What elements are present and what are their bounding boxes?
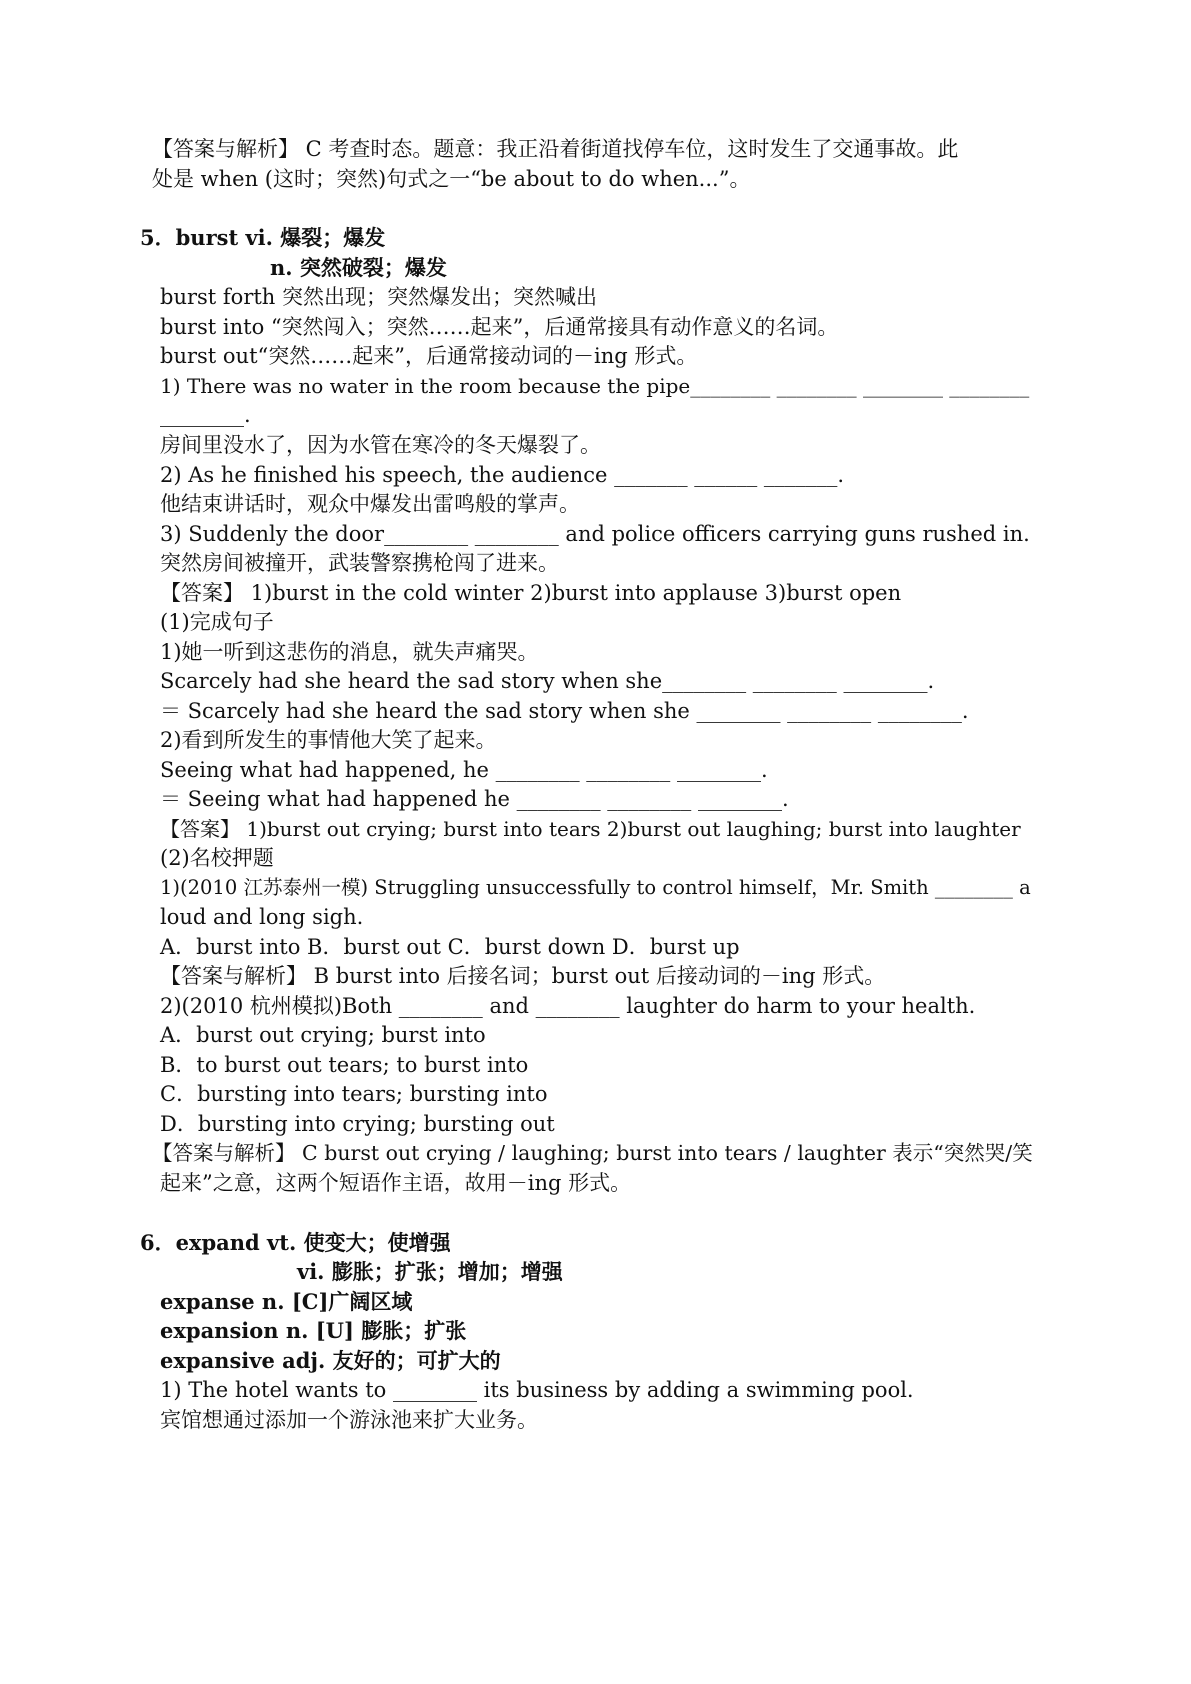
- section-title-complete-sentences: (1)完成句子: [160, 610, 274, 634]
- entry-subheading-burst-noun: n. 突然破裂；爆发: [270, 255, 447, 280]
- derivative-expansive: expansive adj. 友好的；可扩大的: [160, 1348, 501, 1373]
- expand-exercise-1-translation: 宾馆想通过添加一个游泳池来扩大业务。: [160, 1408, 538, 1432]
- usage-burst-out: burst out“突然……起来”，后通常接动词的－ing 形式。: [160, 344, 698, 368]
- question-2: 2)(2010 杭州模拟)Both ________ and ________ laughter do harm to your health.: [160, 994, 976, 1018]
- sentence-1-version-a: Scarcely had she heard the sad story when she________ ________ ________.: [160, 669, 935, 693]
- usage-burst-into: burst into “突然闯入；突然……起来”，后通常接具有动作意义的名词。: [160, 315, 839, 339]
- sentence-2-chinese: 2)看到所发生的事情他大笑了起来。: [160, 728, 497, 752]
- exercise-1-line-1: 1) There was no water in the room because the pipe________ ________ ________ ________: [160, 374, 1030, 398]
- prev-answer-line-1: 【答案与解析】 C 考查时态。题意：我正沿着街道找停车位，这时发生了交通事故。此: [152, 137, 959, 161]
- exercise-3: 3) Suddenly the door________ ________ and police officers carrying guns rushed in.: [160, 522, 1030, 546]
- sentence-1-chinese: 1)她一听到这悲伤的消息，就失声痛哭。: [160, 640, 539, 664]
- question-2-option-a: A．burst out crying; burst into: [160, 1023, 486, 1047]
- entry-heading-expand: 6．expand vt. 使变大；使增强: [140, 1230, 451, 1255]
- exercise-1-line-2: ________.: [160, 403, 251, 427]
- question-1-line-1: 1)(2010 江苏泰州一模) Struggling unsuccessfully to control himself，Mr. Smith ________ a: [160, 876, 1031, 899]
- derivative-expanse: expanse n. [C]广阔区域: [160, 1289, 413, 1314]
- exercise-2-translation: 他结束讲话时，观众中爆发出雷鸣般的掌声。: [160, 492, 580, 516]
- sentence-2-version-a: Seeing what had happened, he ________ ________ ________.: [160, 758, 768, 782]
- exercise-2: 2) As he finished his speech, the audience _______ ______ _______.: [160, 463, 845, 487]
- answer-complete-sentences: 【答案】 1)burst out crying; burst into tears 2)burst out laughing; burst into laughter: [160, 817, 1021, 841]
- question-2-answer-line-2: 起来”之意，这两个短语作主语，故用－ing 形式。: [160, 1171, 632, 1195]
- question-2-option-c: C．bursting into tears; bursting into: [160, 1082, 548, 1106]
- expand-exercise-1: 1) The hotel wants to ________ its business by adding a swimming pool.: [160, 1378, 914, 1402]
- question-1-options: A．burst into B．burst out C．burst down D．burst up: [160, 935, 740, 959]
- question-1-line-2: loud and long sigh.: [160, 905, 364, 929]
- answer-exercises-1-3: 【答案】 1)burst in the cold winter 2)burst into applause 3)burst open: [160, 581, 902, 605]
- exercise-3-translation: 突然房间被撞开，武装警察携枪闯了进来。: [160, 551, 559, 575]
- exercise-1-translation: 房间里没水了，因为水管在寒冷的冬天爆裂了。: [160, 433, 601, 457]
- derivative-expansion: expansion n. [U] 膨胀；扩张: [160, 1318, 467, 1343]
- entry-subheading-expand-vi: vi. 膨胀；扩张；增加；增强: [297, 1259, 563, 1284]
- prev-answer-line-2: 处是 when (这时；突然)句式之一“be about to do when...”。: [152, 167, 751, 191]
- usage-burst-forth: burst forth 突然出现；突然爆发出；突然喊出: [160, 285, 597, 309]
- section-title-school-questions: (2)名校押题: [160, 846, 274, 870]
- question-1-answer: 【答案与解析】 B burst into 后接名词；burst out 后接动词的－ing 形式。: [160, 964, 886, 988]
- question-2-answer-line-1: 【答案与解析】 C burst out crying / laughing; burst into tears / laughter 表示“突然哭/笑: [152, 1141, 1033, 1165]
- entry-heading-burst: 5．burst vi. 爆裂；爆发: [140, 225, 386, 250]
- sentence-2-version-b: ＝ Seeing what had happened he ________ ________ ________.: [160, 787, 789, 811]
- sentence-1-version-b: ＝ Scarcely had she heard the sad story when she ________ ________ ________.: [160, 699, 969, 723]
- question-2-option-d: D．bursting into crying; bursting out: [160, 1112, 555, 1136]
- question-2-option-b: B．to burst out tears; to burst into: [160, 1053, 529, 1077]
